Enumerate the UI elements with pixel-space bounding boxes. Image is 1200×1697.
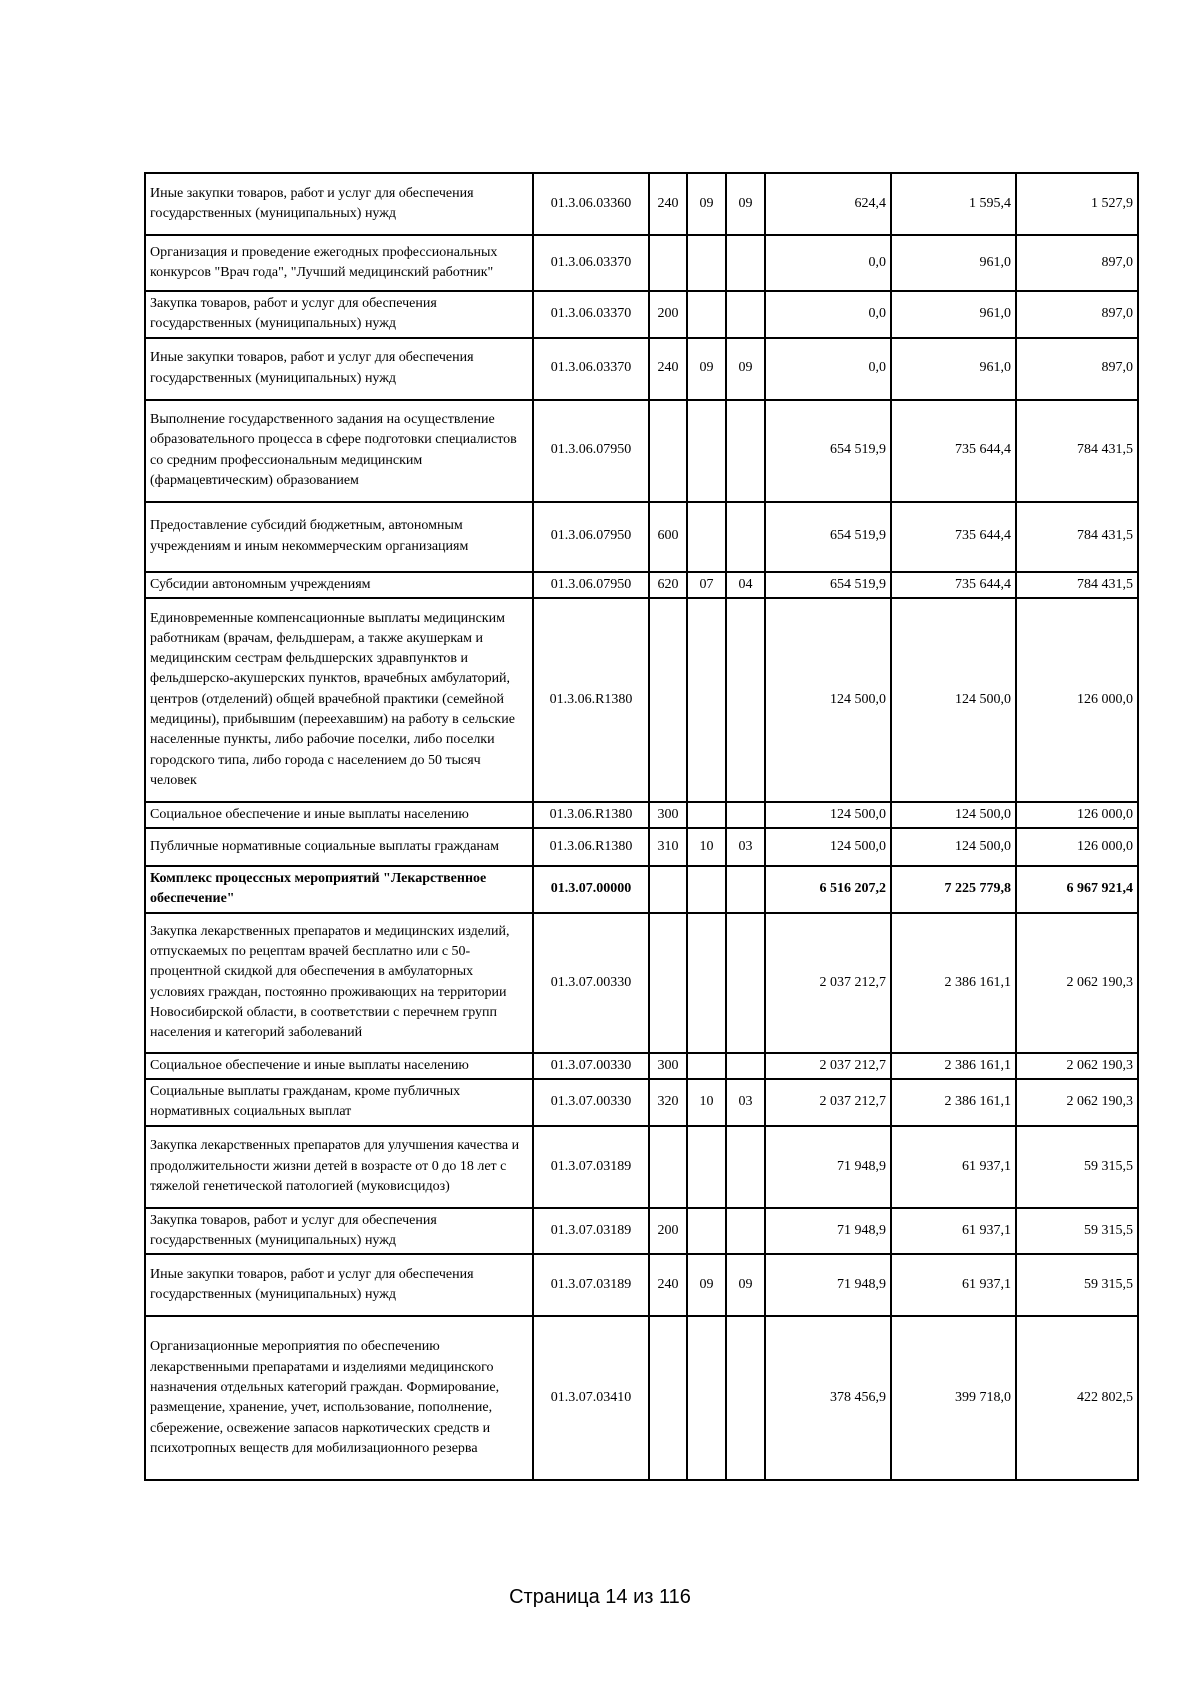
row-pr (726, 235, 765, 291)
row-amount-1: 124 500,0 (765, 802, 891, 828)
table-row (145, 828, 1138, 866)
row-rz (687, 400, 726, 502)
row-name: Закупка лекарственных препаратов и медицинских изделий, отпускаемых по рецептам врачей бесплатно или с 50-процентной скидкой для обеспечения в амбулаторных условиях граждан, постоянно проживающих на территории Новосибирской области, в соответствии с перечнем групп населения и категорий заболеваний (145, 913, 533, 1053)
row-pr: 03 (726, 1079, 765, 1126)
row-name: Организация и проведение ежегодных профессиональных конкурсов "Врач года", "Лучший медицинский работник" (145, 235, 533, 291)
table-row (145, 598, 1138, 802)
row-amount-2: 1 595,4 (891, 173, 1016, 235)
budget-table (144, 172, 1139, 1481)
row-amount-1: 378 456,9 (765, 1316, 891, 1480)
row-rz: 07 (687, 572, 726, 598)
row-amount-3: 784 431,5 (1016, 400, 1138, 502)
row-pr (726, 1208, 765, 1255)
row-amount-1: 71 948,9 (765, 1126, 891, 1208)
row-amount-2: 124 500,0 (891, 802, 1016, 828)
row-amount-1: 0,0 (765, 235, 891, 291)
row-rz (687, 1053, 726, 1079)
table-row (145, 913, 1138, 1053)
row-name: Закупка товаров, работ и услуг для обеспечения государственных (муниципальных) нужд (145, 291, 533, 338)
table-row (145, 400, 1138, 502)
row-code: 01.3.07.00330 (533, 913, 649, 1053)
row-amount-2: 124 500,0 (891, 828, 1016, 866)
row-vr: 310 (649, 828, 687, 866)
row-rz (687, 502, 726, 572)
row-amount-1: 71 948,9 (765, 1254, 891, 1316)
row-amount-2: 2 386 161,1 (891, 1079, 1016, 1126)
table-row (145, 1126, 1138, 1208)
row-code: 01.3.06.07950 (533, 572, 649, 598)
row-rz (687, 802, 726, 828)
row-amount-1: 2 037 212,7 (765, 1053, 891, 1079)
row-vr (649, 913, 687, 1053)
row-amount-2: 735 644,4 (891, 502, 1016, 572)
row-amount-3: 59 315,5 (1016, 1254, 1138, 1316)
row-amount-2: 61 937,1 (891, 1126, 1016, 1208)
table-row (145, 1053, 1138, 1079)
row-vr: 200 (649, 291, 687, 338)
row-pr (726, 598, 765, 802)
row-pr (726, 1053, 765, 1079)
row-amount-3: 6 967 921,4 (1016, 866, 1138, 913)
row-name: Иные закупки товаров, работ и услуг для обеспечения государственных (муниципальных) нужд (145, 338, 533, 400)
row-rz (687, 913, 726, 1053)
row-code: 01.3.06.R1380 (533, 828, 649, 866)
row-pr (726, 291, 765, 338)
row-amount-1: 71 948,9 (765, 1208, 891, 1255)
row-amount-3: 2 062 190,3 (1016, 913, 1138, 1053)
row-name: Публичные нормативные социальные выплаты гражданам (145, 828, 533, 866)
row-name: Социальные выплаты гражданам, кроме публичных нормативных социальных выплат (145, 1079, 533, 1126)
row-vr: 300 (649, 802, 687, 828)
row-amount-1: 624,4 (765, 173, 891, 235)
row-code: 01.3.07.00330 (533, 1079, 649, 1126)
page-footer: Страница 14 из 116 (509, 1586, 691, 1608)
row-vr: 320 (649, 1079, 687, 1126)
row-code: 01.3.07.03189 (533, 1126, 649, 1208)
row-vr (649, 400, 687, 502)
row-pr (726, 913, 765, 1053)
row-amount-2: 961,0 (891, 338, 1016, 400)
row-amount-1: 124 500,0 (765, 828, 891, 866)
row-rz (687, 235, 726, 291)
row-amount-1: 2 037 212,7 (765, 913, 891, 1053)
table-row (145, 1254, 1138, 1316)
row-pr (726, 502, 765, 572)
row-vr: 240 (649, 1254, 687, 1316)
row-name: Выполнение государственного задания на осуществление образовательного процесса в сфере подготовки специалистов со средним профессиональным медицинским (фармацевтическим) образованием (145, 400, 533, 502)
row-pr (726, 1316, 765, 1480)
row-name: Иные закупки товаров, работ и услуг для обеспечения государственных (муниципальных) нужд (145, 173, 533, 235)
row-vr (649, 235, 687, 291)
row-vr (649, 1126, 687, 1208)
row-vr: 240 (649, 173, 687, 235)
row-amount-2: 735 644,4 (891, 400, 1016, 502)
row-name: Комплекс процессных мероприятий "Лекарственное обеспечение" (145, 866, 533, 913)
row-rz: 10 (687, 828, 726, 866)
table-row (145, 291, 1138, 338)
row-rz (687, 598, 726, 802)
row-rz: 09 (687, 338, 726, 400)
row-amount-1: 6 516 207,2 (765, 866, 891, 913)
row-amount-3: 1 527,9 (1016, 173, 1138, 235)
row-amount-3: 2 062 190,3 (1016, 1079, 1138, 1126)
row-amount-2: 2 386 161,1 (891, 913, 1016, 1053)
row-amount-3: 126 000,0 (1016, 828, 1138, 866)
row-amount-3: 59 315,5 (1016, 1126, 1138, 1208)
table-body (145, 173, 1138, 1480)
row-amount-3: 897,0 (1016, 338, 1138, 400)
row-name: Закупка лекарственных препаратов для улучшения качества и продолжительности жизни детей в возрасте от 0 до 18 лет с тяжелой генетической патологией (муковисцидоз) (145, 1126, 533, 1208)
table-row (145, 235, 1138, 291)
row-pr: 09 (726, 338, 765, 400)
row-name: Единовременные компенсационные выплаты медицинским работникам (врачам, фельдшерам, а также акушеркам и медицинским сестрам фельдшерских здравпунктов и фельдшерско-акушерских пунктов, врачебных амбулаторий, центров (отделений) общей врачебной практики (семейной медицины), прибывшим (переехавшим) на работу в сельские населенные пункты, либо рабочие поселки, либо поселки городского типа, либо города с населением до 50 тысяч человек (145, 598, 533, 802)
row-vr: 620 (649, 572, 687, 598)
row-amount-3: 897,0 (1016, 235, 1138, 291)
row-amount-3: 126 000,0 (1016, 598, 1138, 802)
table-row (145, 866, 1138, 913)
row-amount-2: 7 225 779,8 (891, 866, 1016, 913)
row-amount-2: 961,0 (891, 235, 1016, 291)
row-rz (687, 291, 726, 338)
row-amount-3: 897,0 (1016, 291, 1138, 338)
table-row (145, 1316, 1138, 1480)
row-rz: 10 (687, 1079, 726, 1126)
row-pr: 04 (726, 572, 765, 598)
row-pr (726, 866, 765, 913)
row-vr: 600 (649, 502, 687, 572)
row-code: 01.3.07.00330 (533, 1053, 649, 1079)
row-amount-2: 61 937,1 (891, 1254, 1016, 1316)
row-amount-2: 124 500,0 (891, 598, 1016, 802)
row-amount-2: 961,0 (891, 291, 1016, 338)
row-name: Социальное обеспечение и иные выплаты населению (145, 802, 533, 828)
row-code: 01.3.06.03370 (533, 338, 649, 400)
row-amount-2: 2 386 161,1 (891, 1053, 1016, 1079)
row-name: Социальное обеспечение и иные выплаты населению (145, 1053, 533, 1079)
row-rz (687, 1126, 726, 1208)
row-rz (687, 1208, 726, 1255)
row-name: Предоставление субсидий бюджетным, автономным учреждениям и иным некоммерческим организациям (145, 502, 533, 572)
row-code: 01.3.06.03360 (533, 173, 649, 235)
row-amount-3: 126 000,0 (1016, 802, 1138, 828)
table-row (145, 173, 1138, 235)
row-name: Субсидии автономным учреждениям (145, 572, 533, 598)
row-rz (687, 1316, 726, 1480)
row-code: 01.3.07.03189 (533, 1254, 649, 1316)
row-name: Закупка товаров, работ и услуг для обеспечения государственных (муниципальных) нужд (145, 1208, 533, 1255)
row-amount-3: 59 315,5 (1016, 1208, 1138, 1255)
row-pr (726, 802, 765, 828)
row-code: 01.3.07.03410 (533, 1316, 649, 1480)
row-rz: 09 (687, 173, 726, 235)
row-vr: 200 (649, 1208, 687, 1255)
row-amount-1: 654 519,9 (765, 572, 891, 598)
row-amount-1: 0,0 (765, 338, 891, 400)
row-pr (726, 1126, 765, 1208)
table-row (145, 338, 1138, 400)
row-vr: 300 (649, 1053, 687, 1079)
row-amount-1: 654 519,9 (765, 502, 891, 572)
row-vr: 240 (649, 338, 687, 400)
row-rz (687, 866, 726, 913)
row-pr (726, 400, 765, 502)
row-amount-1: 2 037 212,7 (765, 1079, 891, 1126)
row-code: 01.3.06.03370 (533, 235, 649, 291)
row-vr (649, 1316, 687, 1480)
row-amount-1: 0,0 (765, 291, 891, 338)
row-vr (649, 866, 687, 913)
row-code: 01.3.06.03370 (533, 291, 649, 338)
row-amount-2: 735 644,4 (891, 572, 1016, 598)
table-row (145, 1079, 1138, 1126)
row-amount-1: 124 500,0 (765, 598, 891, 802)
row-amount-2: 399 718,0 (891, 1316, 1016, 1480)
row-amount-2: 61 937,1 (891, 1208, 1016, 1255)
row-code: 01.3.06.R1380 (533, 802, 649, 828)
table-row (145, 802, 1138, 828)
table-row (145, 502, 1138, 572)
row-amount-1: 654 519,9 (765, 400, 891, 502)
row-code: 01.3.07.03189 (533, 1208, 649, 1255)
row-name: Иные закупки товаров, работ и услуг для обеспечения государственных (муниципальных) нужд (145, 1254, 533, 1316)
row-amount-3: 422 802,5 (1016, 1316, 1138, 1480)
row-code: 01.3.06.07950 (533, 502, 649, 572)
table-row (145, 572, 1138, 598)
row-code: 01.3.06.07950 (533, 400, 649, 502)
row-rz: 09 (687, 1254, 726, 1316)
row-pr: 03 (726, 828, 765, 866)
row-amount-3: 2 062 190,3 (1016, 1053, 1138, 1079)
row-amount-3: 784 431,5 (1016, 502, 1138, 572)
row-amount-3: 784 431,5 (1016, 572, 1138, 598)
table-row (145, 1208, 1138, 1255)
row-vr (649, 598, 687, 802)
row-code: 01.3.07.00000 (533, 866, 649, 913)
row-name: Организационные мероприятия по обеспечению лекарственными препаратами и изделиями медицинского назначения отдельных категорий граждан. Формирование, размещение, хранение, учет, использование, пополнение, сбережение, освежение запасов наркотических средств и психотропных веществ для мобилизационного резерва (145, 1316, 533, 1480)
row-pr: 09 (726, 1254, 765, 1316)
row-code: 01.3.06.R1380 (533, 598, 649, 802)
row-pr: 09 (726, 173, 765, 235)
